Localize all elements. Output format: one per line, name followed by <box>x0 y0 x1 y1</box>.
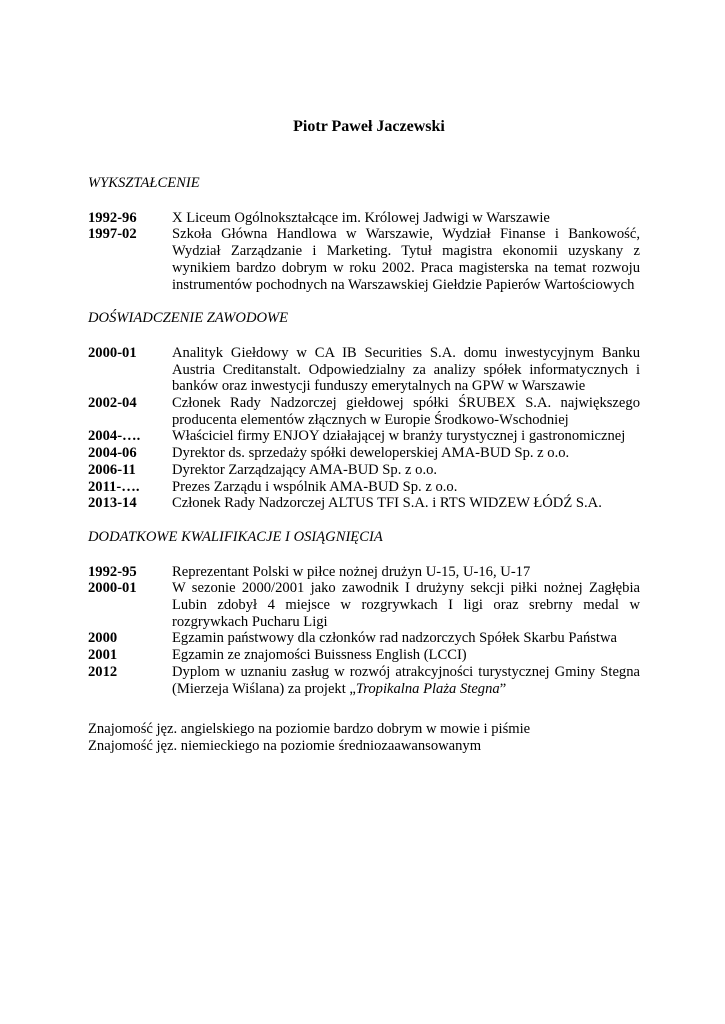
entry-text: X Liceum Ogólnokształcące im. Królowej Jadwigi w Warszawie <box>172 209 550 226</box>
language-line: Znajomość jęz. niemieckiego na poziomie średniozaawansowanym <box>88 737 482 754</box>
experience-entry <box>88 445 640 462</box>
entry-text: Członek Rady Nadzorczej ALTUS TFI S.A. i RTS WIDZEW ŁÓDŹ S.A. <box>172 495 602 512</box>
entry-year: 1992-95 <box>88 563 137 580</box>
project-name: Tropikalna Plaża Stegna <box>355 680 500 697</box>
experience-entry <box>88 395 640 428</box>
entry-text: Szkoła Główna Handlowa w Warszawie, Wydział Finanse i Bankowość, Wydział Zarządzanie i Marketing. Tytuł magistra ekonomii uzyskany z wynikiem bardzo dobrym w roku 2002. Praca magisterska na temat rozwoju instrumentów pochodnych na Warszawskiej Giełdzie Papierów Wartościowych <box>172 226 640 293</box>
experience-entry <box>88 462 640 479</box>
entry-year: 2001 <box>88 647 118 664</box>
languages-block <box>88 721 640 754</box>
entry-text: Dyrektor Zarządzający AMA-BUD Sp. z o.o. <box>172 461 438 478</box>
experience-entry <box>88 479 640 496</box>
entry-year: 2000-01 <box>88 580 137 597</box>
entry-text: Egzamin ze znajomości Buissness English (LCCI) <box>172 647 467 664</box>
entry-text-main: Dyplom w uznaniu zasług w rozwój atrakcyjności turystycznej Gminy Stegna (Mierzeja Wiślana) za projekt „ <box>172 663 640 697</box>
entry-text: Właściciel firmy ENJOY działającej w branży turystycznej i gastronomicznej <box>172 428 626 445</box>
experience-entry <box>88 345 640 395</box>
experience-entry <box>88 495 640 512</box>
section-heading-qualifications: DODATKOWE KWALIFIKACJE I OSIĄGNIĘCIA <box>88 528 383 545</box>
qualification-entry <box>88 564 640 581</box>
entry-text: Dyrektor ds. sprzedaży spółki deweloperskiej AMA-BUD Sp. z o.o. <box>172 445 570 462</box>
entry-text: Egzamin państwowy dla członków rad nadzorczych Spółek Skarbu Państwa <box>172 630 617 647</box>
entry-year: 2000 <box>88 630 118 647</box>
entry-year: 2012 <box>88 663 118 680</box>
entry-year: 2002-04 <box>88 395 137 412</box>
entry-text-closing-quote: ” <box>499 680 507 697</box>
experience-entry <box>88 428 640 445</box>
entry-year: 2000-01 <box>88 344 137 361</box>
education-entry <box>88 226 640 293</box>
qualifications-list <box>88 564 640 698</box>
entry-year: 1992-96 <box>88 209 137 226</box>
entry-text: Prezes Zarządu i wspólnik AMA-BUD Sp. z o.o. <box>172 478 458 495</box>
entry-text: Reprezentant Polski w piłce nożnej drużyn U-15, U-16, U-17 <box>172 563 531 580</box>
entry-year: 2006-11 <box>88 461 136 478</box>
entry-text <box>172 664 640 697</box>
qualification-entry <box>88 630 640 647</box>
entry-year: 2013-14 <box>88 495 137 512</box>
section-heading-education: WYKSZTAŁCENIE <box>88 175 200 191</box>
section-heading-experience: DOŚWIADCZENIE ZAWODOWE <box>88 310 289 327</box>
entry-text: Członek Rady Nadzorczej giełdowej spółki ŚRUBEX S.A. największego producenta elementów złącznych w Europie Środkowo-Wschodniej <box>172 395 640 428</box>
document-title: Piotr Paweł Jaczewski <box>293 118 445 135</box>
experience-list <box>88 345 640 512</box>
education-list <box>88 210 640 294</box>
language-line: Znajomość jęz. angielskiego na poziomie bardzo dobrym w mowie i piśmie <box>88 721 531 738</box>
entry-year: 2011-…. <box>88 478 140 495</box>
qualification-entry <box>88 664 640 697</box>
qualification-entry <box>88 580 640 630</box>
qualification-entry <box>88 647 640 664</box>
cv-page <box>88 117 640 755</box>
education-entry <box>88 210 640 227</box>
entry-year: 2004-06 <box>88 445 137 462</box>
entry-text: W sezonie 2000/2001 jako zawodnik I drużyny sekcji piłki nożnej Zagłębia Lubin zdobył 4 miejsce w rozgrywkach I ligi oraz srebrny medal w rozgrywkach Pucharu Ligi <box>172 580 640 630</box>
entry-year: 2004-…. <box>88 428 141 445</box>
entry-year: 1997-02 <box>88 226 137 243</box>
entry-text: Analityk Giełdowy w CA IB Securities S.A. domu inwestycyjnym Banku Austria Creditanstalt. Odpowiedzialny za analizy spółek informatycznych i banków oraz inwestycji funduszy emerytalnych na GPW w Warszawie <box>172 344 640 395</box>
